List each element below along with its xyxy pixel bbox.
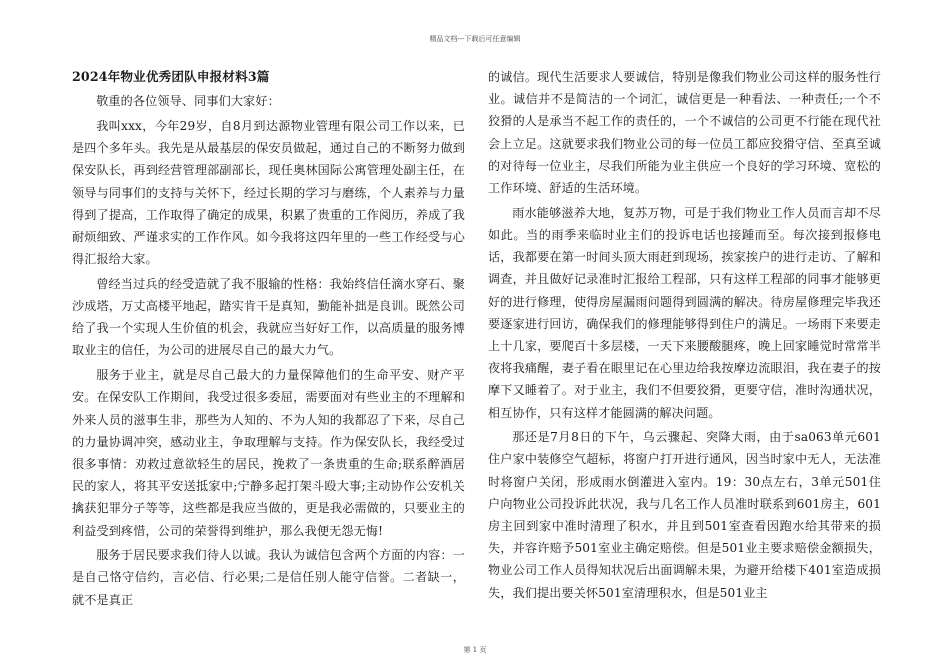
- paragraph-service-safety: 服务于业主，就是尽自己最大的力量保障他们的生命平安、财产平安。在保安队工作期间，我受过很多委屈，需要面对有些业主的不理解和外来人员的滋事生非，那些为人知的、不为人知的我都忍了下来，尽自己的力量协调冲突，感动业主，争取理解与支持。作为保安队长，我经受过很多事情：劝救过意欲轻生的居民，挽救了一条贵重的生命;联系醉酒居民的家人，将其平安送抵家中;宁静多起打架斗殴大事;主动协作公安机关擒获犯罪分子等等，这些都是我应当做的，更是我必需做的，只要业主的利益受到疼惜，公司的荣誉得到维护，那么我便无怨无悔!: [72, 368, 465, 538]
- paragraph-july-incident: 那还是7月8日的下午，乌云骤起、突降大雨，由于sa063单元601住户家中装修空气超标，将窗户打开进行通风，因当时家中无人，无法准时将窗户关闭，形成雨水倒灌进入室内。19：30点左右，3单元501住户向物业公司投诉此状况，我与几名工作人员准时联系到601房主，601房主回到家中准时清理了积水，并且到501室查看因跑水给其带来的损失，并容许赔予501室业主确定赔偿。但是501业主要求赔偿金额损失，物业公司工作人员得知状况后出面调解未果，为避开给楼下401室造成损失，我们提出要关怀501室清理积水，但是501业主: [488, 430, 881, 600]
- page-header: 精品文档---下载后可任意编辑: [429, 35, 521, 43]
- paragraph-honesty-cont: 的诚信。现代生活要求人要诚信，特别是像我们物业公司这样的服务性行业。诚信并不是简洁的一个词汇，诚信更是一种看法、一种责任;一个不狡猾的人是承当不起工作的责任的，一个不诚信的公司更不行能在现代社会上立足。这就要求我们物业公司的每一位员工都应狡猾守信、至真至诚的对待每一位业主，尽我们所能为业主供应一个良好的学习环境、宽松的工作环境、舒适的生活环境。: [488, 70, 881, 196]
- paragraph-honesty-start: 服务于居民要求我们待人以诚。我认为诚信包含两个方面的内容：一是自己恪守信约，言必信、行必果;二是信任别人能守信誉。二者缺一，就不是真正: [72, 548, 465, 607]
- right-column: [488, 66, 881, 606]
- paragraph-intro: 我叫xxx，今年29岁，自8月到达源物业管理有限公司工作以来，已是四个多年头。我先是从最基层的保安员做起，通过自己的不断努力做到保安队长，再到经营管理部副部长，现任奥林国际公寓管理处副主任，在领导与同事们的支持与关怀下，经过长期的学习与磨练，个人素养与力量得到了提高，工作取得了确定的成果，积累了贵重的工作阅历，养成了我耐烦细致、严谨求实的工作作风。如今我将这四年里的一些工作经受与心得汇报给大家。: [72, 118, 465, 267]
- document-title: 2024年物业优秀团队申报材料3篇: [72, 69, 270, 84]
- paragraph-rain-repair: 雨水能够滋养大地，复苏万物，可是于我们物业工作人员而言却不尽如此。当的雨季来临时业主们的投诉电话也接踵而至。每次接到报修电话，我都要在第一时间头顶大雨赶到现场，挨家挨户的进行走访、了解和调查，并且做好记录准时汇报给工程部，只有这样工程部的同事才能够更好的进行修理，使得房屋漏雨问题得到圆满的解决。待房屋修理完毕我还要逐家进行回访，确保我们的修理能够得到住户的满足。一场雨下来要走上十几家，要爬百十多层楼，一天下来腰酸腿疼，晚上回家睡觉时常常半夜将我痛醒，妻子看在眼里记在心里边给我按摩边流眼泪，我在妻子的按摩下又睡着了。对于业主，我们不但要狡猾，更要守信，准时沟通状况，相互协作，只有这样才能圆满的解决问题。: [488, 205, 881, 420]
- paragraph-greeting: 敬重的各位领导、同事们大家好：: [96, 94, 280, 109]
- left-column: [72, 66, 465, 613]
- paragraph-character: 曾经当过兵的经受造就了我不服输的性格：我始终信任滴水穿石、聚沙成塔，万丈高楼平地起，踏实肯干是真知，勤能补拙是良训。既然公司给了我一个实现人生价值的机会，我就应当好好工作，以高质量的服务博取业主的信任，为公司的进展尽自己的最大力气。: [72, 276, 465, 358]
- page-footer: 第 1 页: [463, 646, 487, 654]
